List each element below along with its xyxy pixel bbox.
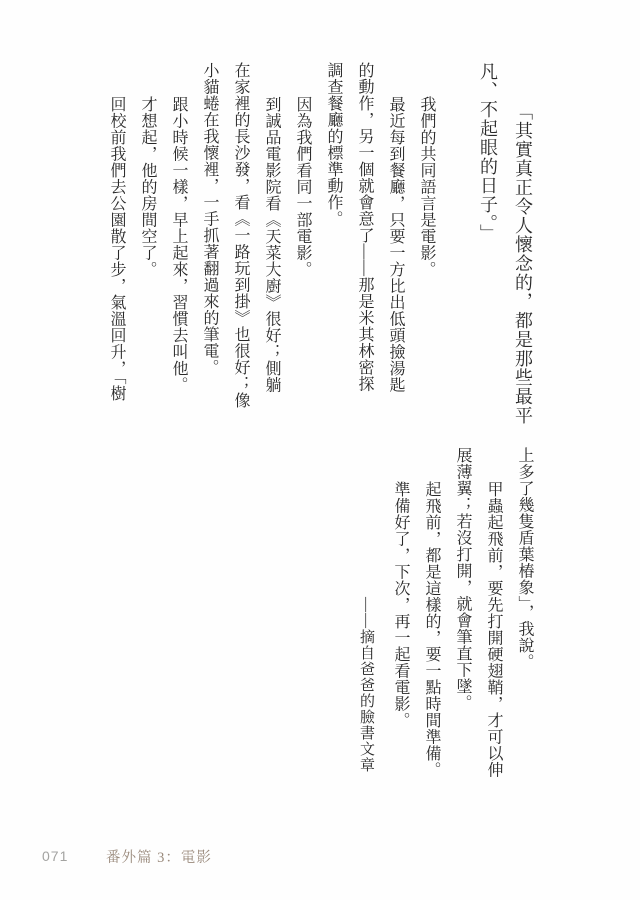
text-line: 回校前我們去公園散了步，氣溫回升，「樹 xyxy=(108,96,125,402)
text-line: 凡、不起眼的日子。」 xyxy=(478,62,498,243)
text-line: 展薄翼；若沒打開，就會筆直下墜。 xyxy=(454,447,471,711)
text-line: 才想起，他的房間空了。 xyxy=(139,96,156,278)
text-line: 跟小時候一樣，早上起來，習慣去叫他。 xyxy=(170,96,187,393)
text-line: 上多了幾隻盾葉椿象」，我說。 xyxy=(516,447,533,670)
text-line: 小貓蜷在我懷裡，一手抓著翻過來的筆電。 xyxy=(201,62,218,376)
text-line: 調查餐廳的標準動作。 xyxy=(325,62,342,227)
text-line: 最近每到餐廳，只要一方比出低頭撿湯匙 xyxy=(387,96,404,393)
quote-text-block xyxy=(350,447,540,778)
text-line: 的動作，另一個就會意了——那是米其林密探 xyxy=(356,62,373,392)
text-line: 起飛前，都是這樣的，要一點時間準備。 xyxy=(423,481,440,778)
text-line: 到誠品電影院看《天菜大廚》很好；側躺 xyxy=(263,96,280,393)
text-line: 因為我們看同一部電影。 xyxy=(294,96,311,278)
page-number: 071 xyxy=(42,848,69,864)
text-line: 在家裡的長沙發，看《一路玩到掛》也很好；像 xyxy=(232,62,249,409)
chapter-title: 番外篇 3：電影 xyxy=(106,850,212,866)
main-text-block xyxy=(101,62,540,425)
attribution-line: ——摘自爸爸的臉書文章 xyxy=(358,597,374,773)
text-line: 「其實真正令人懷念的，都是那些最平 xyxy=(513,102,533,425)
text-line: 甲蟲起飛前，要先打開硬翅鞘，才可以伸 xyxy=(485,481,502,778)
text-line: 我們的共同語言是電影。 xyxy=(418,96,435,278)
text-line: 準備好了，下次，再一起看電影。 xyxy=(392,481,409,729)
